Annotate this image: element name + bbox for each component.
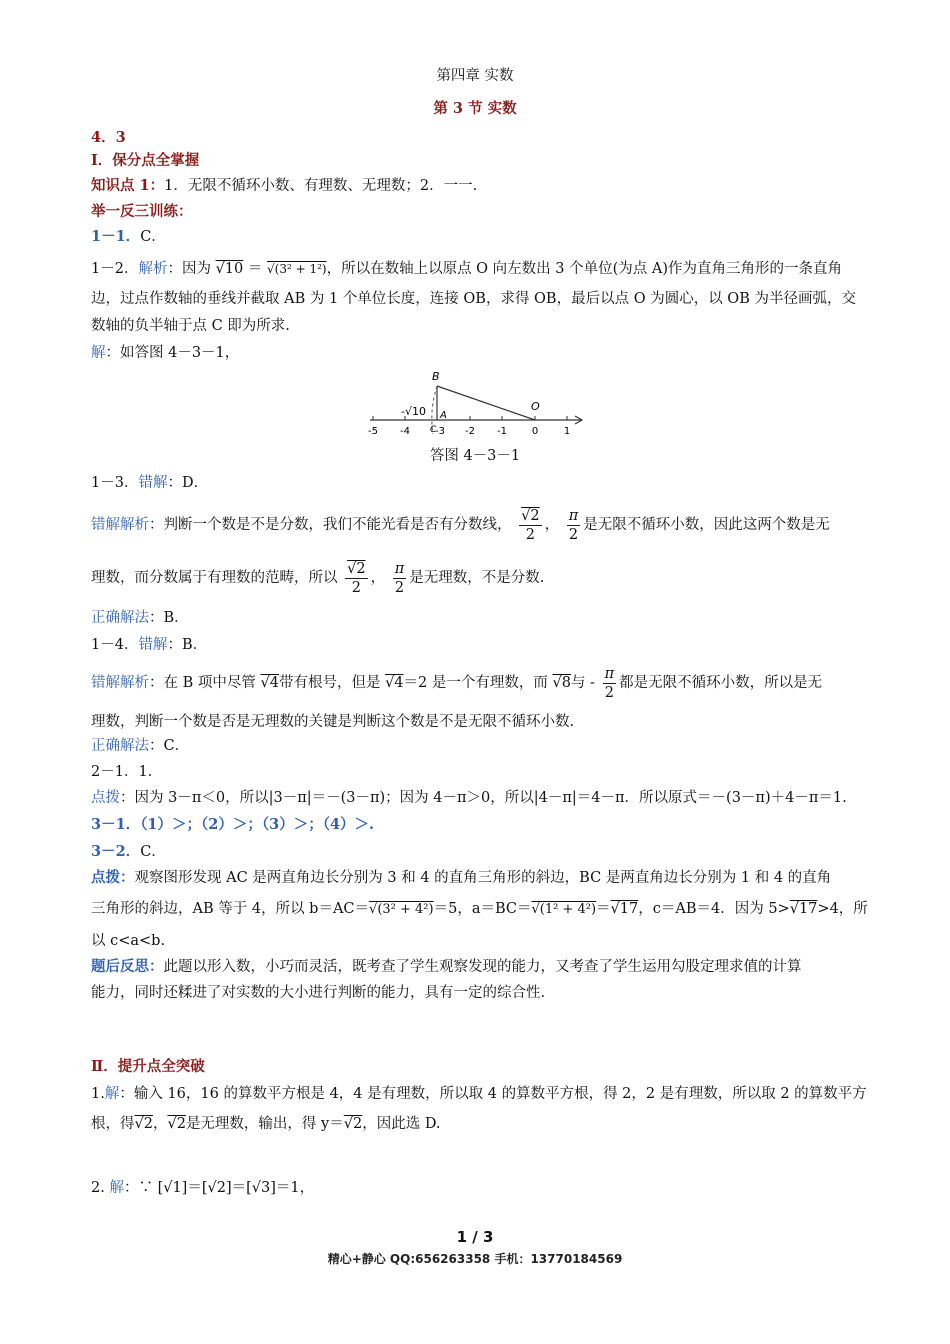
tick-label: -5	[368, 426, 378, 437]
a32-text: C．	[140, 844, 166, 860]
sqrt-17: √17	[789, 901, 818, 917]
floor-sqrt-1: [√1]	[157, 1180, 188, 1196]
reflection-line2: 能力，同时还糅进了对实数的大小进行判断的能力，具有一定的综合性.	[91, 985, 546, 1001]
sqrt-3sq-plus-1sq: √(3² + 1²)	[266, 262, 327, 276]
wrong-text: ：D．	[167, 475, 209, 491]
tick-label: -3	[435, 426, 445, 437]
q1-line2: 根，得√2，√2是无理数，输出，得 y＝√2，因此选 D.	[91, 1116, 441, 1132]
q2-line1: 2. 解：∵ [√1]＝[√2]＝[√3]＝1，	[91, 1180, 315, 1196]
answer-1-2-line1	[91, 259, 842, 279]
eq-sign: ＝	[247, 261, 263, 277]
q1-line1: 1.解：输入 16，16 的算数平方根是 4，4 是有理数，所以取 4 的算数平方根，得 2，2 是有理数，所以取 2 的算数平方	[91, 1086, 867, 1102]
correct-text: ：C．	[149, 738, 190, 754]
fraction-sqrt2-over-2: $\frac{√2}{2}$	[521, 507, 540, 543]
sqrt-8: √8	[552, 675, 571, 691]
kp-text: 1．无限不循环小数、有理数、无理数；2．一一.	[164, 178, 478, 194]
fraction-pi-over-2: $\frac{\pi}{2}$	[604, 665, 615, 701]
answer-1-1	[91, 227, 166, 247]
tick-label: 0	[531, 426, 539, 437]
sqrt-1sq-plus-4sq: √(1² + 4²)	[531, 902, 597, 917]
answer-1-2-line3: 数轴的负半轴于点 C 即为所求.	[91, 318, 290, 334]
wrong-analysis-label: 错解解析	[91, 517, 149, 533]
tick-label: -1	[497, 426, 507, 437]
floor-sqrt-2: [√2]	[201, 1180, 232, 1196]
answer-1-3-analysis-line2: 理数，而分数属于有理数的范畴，所以 $\frac{√2}{2}$ ， $\frac{\pi}{2}$ 是无理数，不是分数.	[91, 560, 545, 596]
a12-analysis-label: 解析	[138, 261, 168, 277]
tick-label: -4	[400, 426, 410, 437]
tick-label: -2	[465, 426, 475, 437]
tick-labels	[368, 426, 570, 437]
solution-label: 解	[91, 345, 106, 361]
a11-label: 1－1．	[91, 228, 141, 245]
kp-label: 知识点 1：	[91, 177, 165, 194]
hint-label: 点拨：	[91, 869, 135, 886]
footer-contact: 精心+静心 QQ:656263358 手机：13770184569	[327, 1252, 623, 1266]
correct-text: ：B．	[149, 610, 189, 626]
a14-label: 1－4．	[91, 637, 139, 653]
fraction-pi-over-2: $\frac{\pi}{2}$	[394, 560, 405, 596]
floor-sqrt-3: [√3]	[246, 1180, 276, 1196]
hint-label: 点拨	[91, 790, 120, 806]
answer-1-4-analysis-line2: 理数，判断一个数是否是无理数的关键是判断这个数是不是无限不循环小数.	[91, 714, 575, 730]
wrong-analysis-label: 错解解析	[91, 675, 149, 691]
section-code: 4．3	[91, 129, 126, 146]
part2-heading: Ⅱ．提升点全突破	[91, 1058, 205, 1075]
reflection-line1: 题后反思：此题以形入数，小巧而灵活，既考查了学生观察发现的能力，又考查了学生运用勾股定理求值的计算	[91, 958, 802, 975]
analysis-text: 是无限不循环小数，因此这两个数是无	[583, 517, 830, 533]
label-neg-sqrt10: -√10	[401, 405, 426, 418]
sqrt-4: √4	[385, 675, 404, 691]
wrong-label: 错解	[138, 637, 168, 653]
section-title: 第 3 节 实数	[433, 100, 517, 117]
answer-2-1-hint	[91, 788, 847, 808]
answer-3-2-hint-line1: 点拨：观察图形发现 AC 是两直角边长分别为 3 和 4 的直角三角形的斜边，BC 是两直角边长分别为 1 和 4 的直角	[91, 869, 832, 886]
practice-heading: 举一反三训练：	[91, 203, 193, 220]
hint-text: ：因为 3－π＜0，所以|3－π|＝－(3－π)；因为 4－π＞0，所以|4－π|＝4－π．所以原式＝－(3－π)＋4－π＝1.	[120, 790, 847, 806]
a12-line1-pre: ：因为	[167, 261, 211, 277]
fraction-sqrt2-over-2: $\frac{√2}{2}$	[347, 560, 366, 596]
tick-label: 1	[563, 426, 571, 437]
answer-1-2-line2: 边，过点作数轴的垂线并截取 AB 为 1 个单位长度，连接 OB，求得 OB，最后以点 O 为圆心，以 OB 为半径画弧，交	[91, 291, 856, 307]
a32-label: 3－2．	[91, 843, 141, 860]
label-C: C	[430, 425, 437, 435]
number-line-figure	[360, 368, 600, 440]
fraction-pi-over-2: $\frac{\pi}{2}$	[568, 507, 579, 543]
a31-label: 3－1．	[91, 816, 141, 833]
sqrt-4: √4	[260, 675, 279, 691]
a31-text: （1）＞；（2）＞；（3）＞；（4）＞.	[140, 816, 375, 833]
wrong-label: 错解	[138, 475, 168, 491]
answer-1-4-correct	[91, 736, 189, 756]
sqrt-2: √2	[134, 1116, 153, 1132]
knowledge-point-1	[91, 176, 477, 196]
answer-1-3-analysis-line1: 错解解析：判断一个数是不是分数，我们不能光看是否有分数线， $\frac{√2}{2}$ ， $\frac{\pi}{2}$ 是无限不循环小数，因此这两个数是无	[91, 507, 830, 543]
answer-3-1	[91, 815, 374, 835]
sqrt-2: √2	[343, 1116, 363, 1132]
sqrt-2: √2	[167, 1116, 186, 1132]
answer-1-2-solution	[91, 343, 239, 363]
a13-label: 1－3．	[91, 475, 139, 491]
answer-3-2-hint-line3: 以 c<a<b.	[91, 933, 166, 949]
sqrt-10: √10	[215, 261, 244, 277]
correct-label: 正确解法	[91, 738, 149, 754]
answer-1-3	[91, 473, 208, 493]
page-number: 1 / 3	[456, 1228, 494, 1246]
segment-OB	[437, 386, 535, 420]
solution-label: 解	[109, 1180, 124, 1196]
answer-3-2-hint-line2: 三角形的斜边，AB 等于 4，所以 b＝AC＝√(3² + 4²)＝5，a＝BC＝√(1² + 4²)＝√17，c＝AB＝4．因为 5>√17>4，所	[91, 901, 868, 917]
label-A: A	[440, 410, 447, 421]
wrong-text: ：B．	[167, 637, 208, 653]
sqrt-3sq-plus-4sq: √(3² + 4²)	[369, 902, 434, 917]
correct-label: 正确解法	[91, 610, 149, 626]
reflection-label: 题后反思：	[91, 958, 164, 975]
answer-1-3-correct	[91, 608, 189, 628]
figure-caption: 答图 4－3－1	[429, 448, 521, 464]
a12-label: 1－2．	[91, 261, 139, 277]
sqrt-17: √17	[610, 901, 639, 917]
a11-text: C．	[140, 229, 166, 245]
part1-heading: Ⅰ．保分点全掌握	[91, 152, 200, 169]
answer-2-1: 2－1．1．	[91, 764, 163, 780]
a12-line1-post: ，所以在数轴上以原点 O 向左数出 3 个单位(为点 A)作为直角三角形的一条直角	[326, 261, 843, 277]
label-O: O	[531, 400, 540, 413]
label-B: B	[432, 370, 440, 383]
chapter-header: 第四章 实数	[436, 68, 514, 84]
analysis-text: ：判断一个数是不是分数，我们不能光看是否有分数线，	[149, 517, 512, 533]
solution-label: 解	[104, 1086, 120, 1102]
solution-text: ：如答图 4－3－1，	[105, 345, 240, 361]
answer-1-4	[91, 635, 207, 655]
answer-3-2	[91, 842, 166, 862]
answer-1-4-analysis-line1: 错解解析：在 B 项中尽管 √4带有根号，但是 √4＝2 是一个有理数，而 √8与 - $\frac{\pi}{2}$ 都是无限不循环小数，所以是无	[91, 665, 823, 701]
